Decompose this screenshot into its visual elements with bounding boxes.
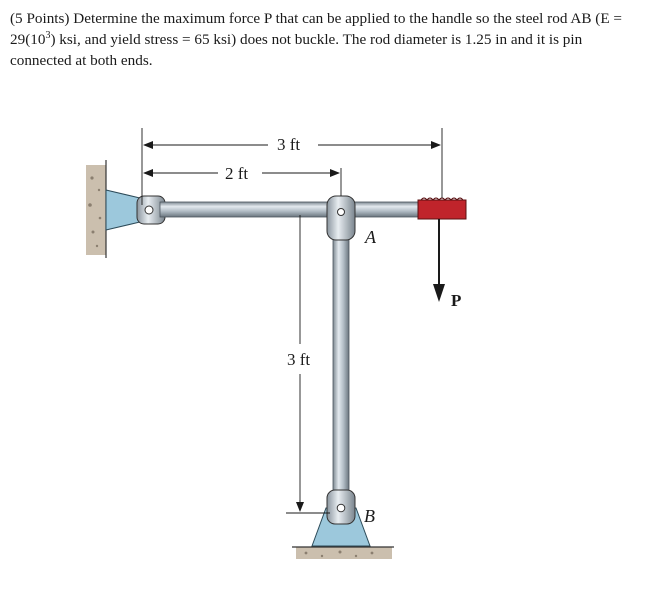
force-arrow-P [433,219,445,302]
joint-B-support [312,490,370,546]
handle-rod [160,202,422,217]
handle-grip [418,198,466,219]
rod-AB [333,228,349,498]
exponent: 3 [45,29,51,41]
wall-support [86,160,106,258]
point-label-B: B [364,506,375,526]
dim-label-3ft-vertical: 3 ft [287,350,311,369]
dim-label-3ft-horizontal: 3 ft [277,135,301,154]
dim-label-2ft: 2 ft [225,164,249,183]
point-label-A: A [365,227,376,247]
joint-A [327,196,355,240]
ground [292,547,394,559]
left-bracket [106,190,165,230]
force-label-P: P [451,291,462,310]
problem-text-part2: ) ksi, and yield stress = 65 ksi) does not buckle. The rod diameter is 1.25 in and it is pin connected at both ends. [10,31,583,69]
problem-text-part1: Determine the maximum force P that can be applied to the handle so the steel rod AB (E = 29(10 [10,10,622,48]
dimension-lines [142,128,442,513]
points-label: (5 Points) [10,10,70,27]
